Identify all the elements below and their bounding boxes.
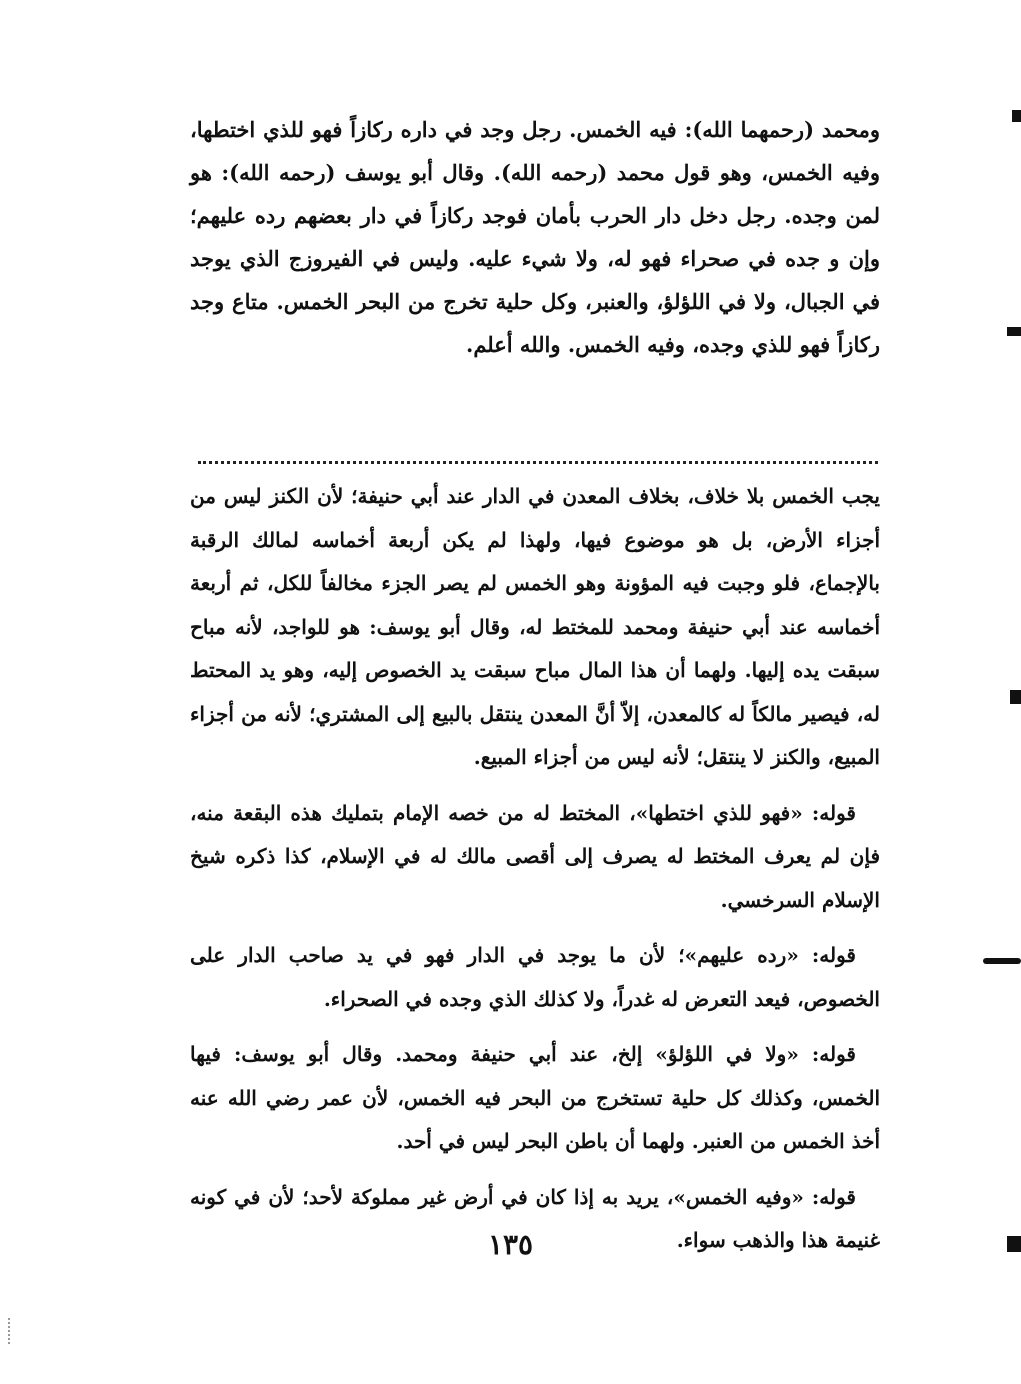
scan-speck [8, 1318, 12, 1344]
scan-edge-mark [1007, 1236, 1021, 1252]
commentary-label: قوله: «فهو للذي اختطها»، [629, 800, 856, 825]
main-text: ومحمد (رحمهما الله): فيه الخمس. رجل وجد في داره ركازاً فهو للذي اختطها، وفيه الخمس، وهو قول محمد (رحمه الله). وقال أبو يوسف (رحمه الله): هو لمن وجده. رجل دخل دار الحرب بأمان فوجد ركازاً في دار بعضهم رده عليهم؛ وإن و جده في صحراء فهو له، ولا شيء عليه. وليس في الفيروزج الذي يوجد في الجبال، ولا في اللؤلؤ، والعنبر، وكل حلية تخرج من البحر الخمس. متاع وجد ركازاً فهو للذي وجده، وفيه الخمس. والله أعلم. [190, 117, 880, 357]
commentary-item [190, 792, 880, 923]
scan-edge-mark [1007, 327, 1021, 336]
commentary-item [190, 934, 880, 1021]
commentary-label: قوله: «وفيه الخمس»، [666, 1184, 856, 1209]
scan-edge-mark [1010, 690, 1021, 704]
commentary-intro: يجب الخمس بلا خلاف، بخلاف المعدن في الدار عند أبي حنيفة؛ لأن الكنز ليس من أجزاء الأرض، بل هو موضوع فيها، ولهذا لم يكن أربعة أخماسه لمالك الرقبة بالإجماع، فلو وجبت فيه المؤونة وهو الخمس لم يصر الجزء مخالفاً للكل، ثم أربعة أخماسه عند أبي حنيفة ومحمد للمختط له، وقال أبو يوسف: هو للواجد، لأنه مباح سبقت يده إليها. ولهما أن هذا المال مباح سبقت يد الخصوص إليه، وهو يد المحتط له، فيصير مالكاً له كالمعدن، إلاّ أنَّ المعدن ينتقل بالبيع إلى المشتري؛ لأنه من أجزاء المبيع، والكنز لا ينتقل؛ لأنه ليس من أجزاء المبيع. [190, 484, 880, 769]
commentary-label: قوله: «رده عليهم»؛ [678, 943, 856, 967]
commentary-text: المختط له من خصه الإمام بتمليك هذه البقعة منه، فإن لم يعرف المختط له يصرف إلى أقصى مالك له في الإسلام، كذا ذكره شيخ الإسلام السرخسي. [190, 800, 880, 912]
commentary-item [190, 1033, 880, 1164]
scan-edge-mark [1012, 110, 1021, 122]
commentary-text: لأن ما يوجد في الدار فهو في يد صاحب الدار على الخصوص، فيعد التعرض له غدراً، ولا كذلك الذي وجده في الصحراء. [190, 943, 880, 1011]
page-number: ١٣٥ [487, 1228, 534, 1261]
dotted-divider [198, 461, 878, 464]
commentary-text: يريد به إذا كان في أرض غير مملوكة لأحد؛ لأن في كونه غنيمة هذا والذهب سواء. [190, 1184, 880, 1252]
scan-edge-mark [983, 958, 1021, 964]
commentary-label: قوله: «ولا في اللؤلؤ» إلخ، [611, 1042, 856, 1066]
commentary-section [190, 475, 880, 1263]
commentary-text: عند أبي حنيفة ومحمد. وقال أبو يوسف: فيها الخمس، وكذلك كل حلية تستخرج من البحر فيه الخمس، لأن عمر رضي الله عنه أخذ الخمس من العنبر. ولهما أن باطن البحر ليس في أحد. [190, 1042, 880, 1153]
